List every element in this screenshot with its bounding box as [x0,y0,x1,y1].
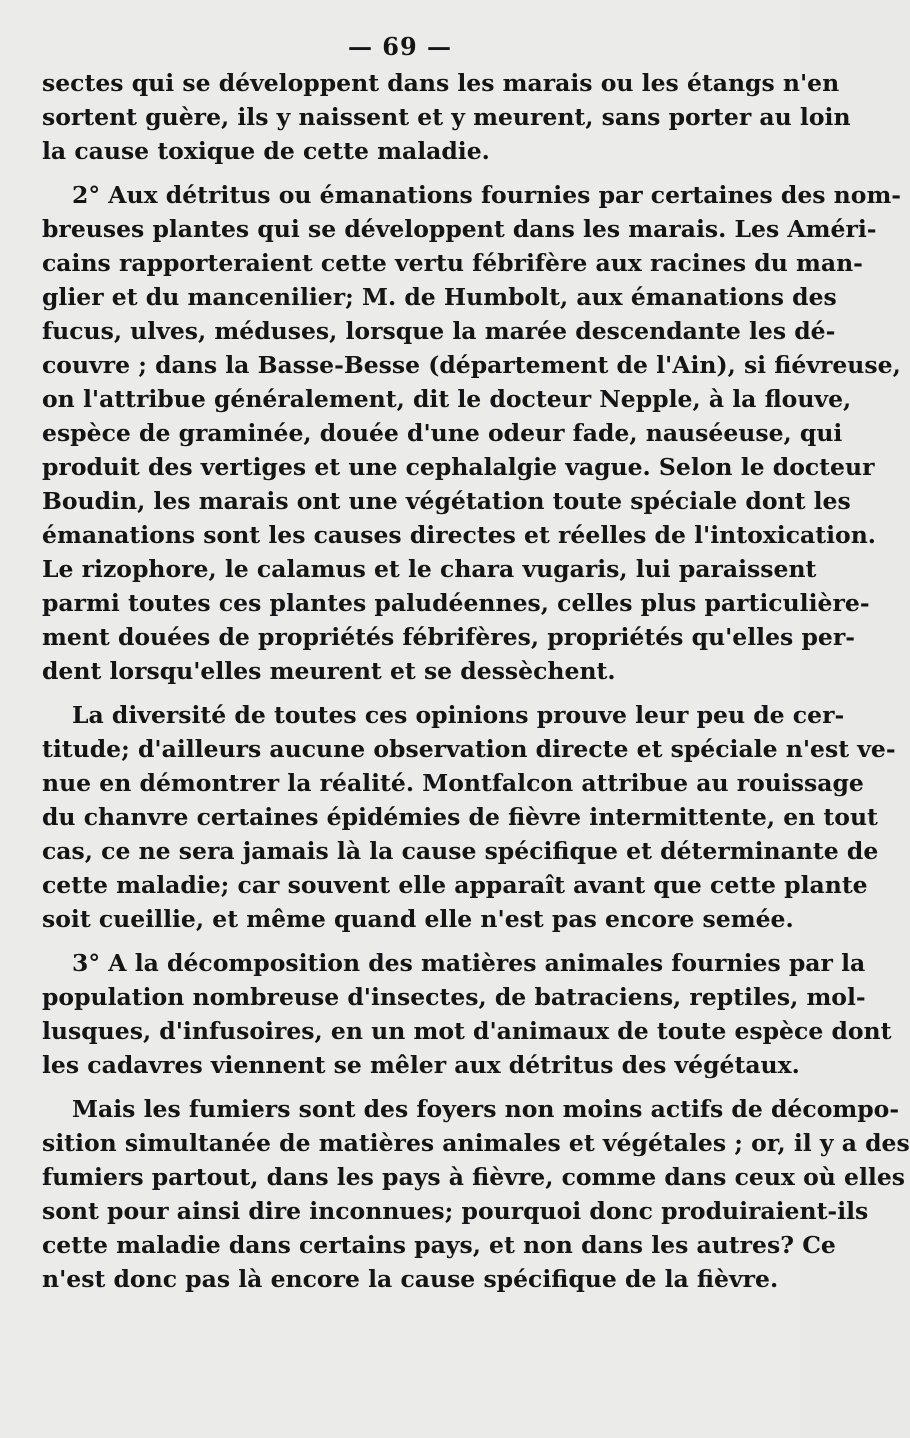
text-line: émanations sont les causes directes et réelles de l'intoxication. [42,521,876,549]
text-line: cas, ce ne sera jamais là la cause spécifique et déterminante de [42,837,879,865]
text-line: nue en démontrer la réalité. Montfalcon attribue au rouissage [42,769,864,797]
text-line: lusques, d'infusoires, en un mot d'animaux de toute espèce dont [42,1017,892,1045]
text-line: espèce de graminée, douée d'une odeur fade, nauséeuse, qui [42,419,843,447]
text-line: parmi toutes ces plantes paludéennes, celles plus particulière- [42,589,870,617]
text-line: du chanvre certaines épidémies de fièvre intermittente, en tout [42,803,878,831]
text-line: Boudin, les marais ont une végétation toute spéciale dont les [42,487,851,515]
text-line: la cause toxique de cette maladie. [42,137,490,165]
page-number: — 69 — [347,32,453,61]
text-line: titude; d'ailleurs aucune observation directe et spéciale n'est ve- [42,735,896,763]
text-line: fumiers partout, dans les pays à fièvre, comme dans ceux où elles [42,1163,906,1191]
text-line: cette maladie dans certains pays, et non dans les autres? Ce [42,1231,836,1259]
text-line: fucus, ulves, méduses, lorsque la marée descendante les dé- [42,317,836,345]
text-line: sectes qui se développent dans les marais ou les étangs n'en [42,69,840,97]
page-body [42,66,910,1296]
text-line: dent lorsqu'elles meurent et se dessèchent. [42,657,616,685]
paragraph-2 [42,178,902,688]
text-line: sortent guère, ils y naissent et y meurent, sans porter au loin [42,103,851,131]
text-line: on l'attribue généralement, dit le docteur Nepple, à la flouve, [42,385,852,413]
text-line: produit des vertiges et une cephalalgie vague. Selon le docteur [42,453,875,481]
text-line: sont pour ainsi dire inconnues; pourquoi donc produiraient-ils [42,1197,869,1225]
text-line: sition simultanée de matières animales et végétales ; or, il y a des [42,1129,910,1157]
text-line: cains rapporteraient cette vertu fébrifère aux racines du man- [42,249,863,277]
paragraph-3 [42,698,896,936]
text-line: les cadavres viennent se mêler aux détritus des végétaux. [42,1051,800,1079]
text-line: cette maladie; car souvent elle apparaît avant que cette plante [42,871,868,899]
text-line: Le rizophore, le calamus et le chara vugaris, lui paraissent [42,555,817,583]
text-line: Mais les fumiers sont des foyers non moins actifs de décompo- [72,1095,900,1123]
text-line: ment douées de propriétés fébrifères, propriétés qu'elles per- [42,623,855,651]
paragraph-1 [42,66,851,168]
text-line: population nombreuse d'insectes, de batraciens, reptiles, mol- [42,983,866,1011]
text-line: breuses plantes qui se développent dans les marais. Les Améri- [42,215,877,243]
text-line: couvre ; dans la Basse-Besse (département de l'Ain), si fiévreuse, [42,351,901,379]
paragraph-5 [42,1092,910,1296]
text-line: La diversité de toutes ces opinions prouve leur peu de cer- [72,701,845,729]
text-line: 3° A la décomposition des matières animales fournies par la [72,949,866,977]
text-line: soit cueillie, et même quand elle n'est pas encore semée. [42,905,794,933]
paragraph-4 [42,946,892,1082]
text-line: n'est donc pas là encore la cause spécifique de la fièvre. [42,1265,779,1293]
text-line: 2° Aux détritus ou émanations fournies par certaines des nom- [72,181,902,209]
text-line: glier et du mancenilier; M. de Humbolt, aux émanations des [42,283,837,311]
